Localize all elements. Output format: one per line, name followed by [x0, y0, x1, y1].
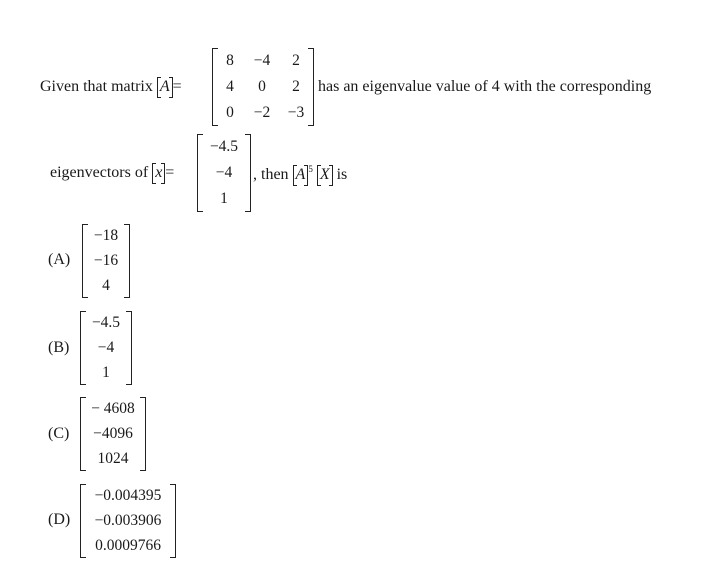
option-a-vector[interactable]: [82, 224, 130, 298]
then-text: , then: [253, 166, 289, 183]
matrix-A: [212, 48, 314, 126]
option-c-vector[interactable]: [80, 397, 146, 471]
vector-cell: −4.5: [209, 138, 239, 155]
problem-text-eigenvalue: has an eigenvalue value of 4 with the corresponding: [318, 78, 652, 95]
option-value: 1: [102, 364, 110, 381]
option-d-vector[interactable]: [80, 484, 176, 558]
matrix-cell: 2: [292, 52, 300, 69]
option-label-a[interactable]: (A): [48, 251, 71, 268]
matrix-cell: 0: [258, 78, 266, 95]
problem-text-eigenvectors: [50, 164, 174, 182]
option-value: −4: [97, 339, 115, 356]
matrix-symbol-A-power: A: [293, 166, 309, 184]
matrix-cell: −4: [253, 52, 271, 69]
option-value: −4.5: [91, 314, 121, 331]
vector-cell: 1: [220, 190, 228, 207]
is-text: is: [336, 166, 348, 183]
power-exponent: 5: [308, 164, 313, 174]
eigenvectors-prefix: eigenvectors of: [50, 164, 149, 181]
matrix-cell: 8: [226, 52, 234, 69]
option-value: 0.0009766: [95, 537, 161, 554]
option-value: −18: [93, 227, 119, 244]
option-value: −4096: [93, 425, 133, 442]
problem-text-then: [253, 164, 347, 184]
vector-symbol-x: x: [152, 164, 165, 182]
option-b-vector[interactable]: [80, 311, 132, 385]
matrix-cell: 4: [226, 78, 234, 95]
equals-sign: =: [165, 164, 175, 181]
given-prefix: Given that matrix: [40, 78, 153, 95]
matrix-cell: 2: [292, 78, 300, 95]
option-label-b[interactable]: (B): [48, 339, 70, 356]
vector-symbol-X: X: [317, 166, 333, 184]
matrix-cell: 0: [226, 104, 234, 121]
option-label-d[interactable]: (D): [48, 511, 71, 528]
matrix-symbol-A: A: [157, 78, 173, 96]
equals-sign: =: [172, 78, 182, 95]
option-value: − 4608: [91, 400, 135, 417]
option-value: 1024: [97, 450, 129, 467]
vector-x: [197, 134, 251, 212]
option-value: 4: [102, 277, 110, 294]
vector-cell: −4: [215, 164, 233, 181]
problem-text-given: [40, 78, 182, 96]
option-label-c[interactable]: (C): [48, 425, 70, 442]
option-value: −16: [93, 252, 119, 269]
matrix-cell: −2: [253, 104, 271, 121]
option-value: −0.003906: [94, 512, 162, 529]
matrix-cell: −3: [287, 104, 305, 121]
option-value: −0.004395: [94, 487, 162, 504]
